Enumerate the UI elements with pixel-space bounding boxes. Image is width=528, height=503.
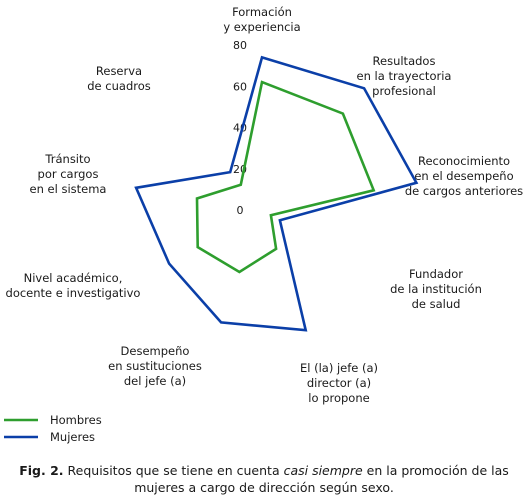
axis-labels (6, 5, 524, 405)
series-mujeres-line (136, 57, 416, 330)
axis-label-line: en sustituciones (108, 359, 202, 373)
axis-label (300, 361, 378, 405)
radial-tick-label: 40 (233, 121, 247, 135)
series-layer (136, 57, 416, 330)
axis-label (6, 271, 141, 300)
axis-label-line: de cuadros (87, 79, 151, 93)
axis-label-line: de cargos anteriores (404, 184, 524, 198)
caption-italic: casi siempre (283, 463, 363, 478)
radial-tick-label: 60 (233, 80, 247, 94)
axis-label (108, 344, 202, 388)
axis-label-line: Reconocimiento (417, 154, 511, 168)
axis-label-line: Reserva (95, 64, 143, 78)
legend-label: Hombres (50, 413, 102, 427)
axis-label-line: Tránsito (45, 152, 91, 166)
axis-label (223, 5, 300, 34)
axis-label-line: en el desempeño (414, 169, 514, 183)
legend (4, 413, 102, 444)
axis-label (87, 64, 151, 93)
axis-label-line: El (la) jefe (a) (299, 361, 379, 375)
axis-label-line: Fundador (409, 267, 463, 281)
axis-label-line: director (a) (306, 376, 372, 390)
axis-label-line: y experiencia (223, 20, 301, 34)
axis-label-line: Nivel académico, (23, 271, 123, 285)
axis-label-line: en el sistema (29, 182, 107, 196)
figure-caption (10, 462, 518, 496)
axis-label-line: del jefe (a) (123, 374, 187, 388)
caption-text-2: en la promoción de las mujeres a cargo de dirección según sexo. (134, 463, 509, 495)
axis-label-line: profesional (372, 84, 436, 98)
legend-label: Mujeres (50, 430, 96, 444)
axis-label-line: Resultados (372, 54, 436, 68)
axis-label-line: por cargos (37, 167, 99, 181)
axis-label-line: docente e investigativo (5, 286, 141, 300)
axis-label (357, 54, 452, 98)
axis-label-line: lo propone (308, 391, 370, 405)
radial-tick-label: 20 (233, 162, 247, 176)
caption-fig-label: Fig. 2. (19, 463, 64, 478)
axis-label-line: en la trayectoria (356, 69, 452, 83)
axis-label (405, 154, 523, 198)
axis-label-line: de la institución (390, 282, 482, 296)
radial-tick-labels (233, 39, 247, 217)
caption-text-1: Requisitos que se tiene en cuenta (63, 463, 284, 478)
axis-label-line: Desempeño (120, 344, 190, 358)
axis-label-line: Formación (232, 5, 292, 19)
radial-tick-label: 0 (236, 204, 244, 217)
axis-label-line: de salud (411, 297, 461, 311)
axis-label (30, 152, 107, 196)
radial-tick-label: 80 (233, 39, 247, 52)
axis-label (390, 267, 482, 311)
